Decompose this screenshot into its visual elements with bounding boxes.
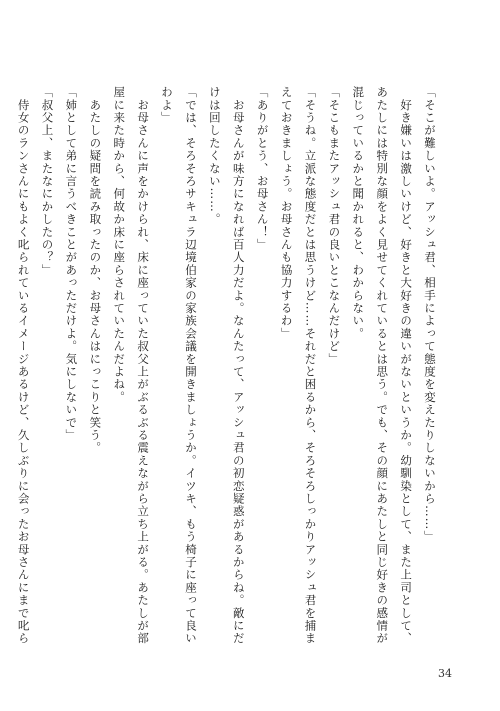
text-line: 侍女のランさんにもよく叱られているイメージあるけど、久しぶりに会ったお母さんにまで叱ら <box>16 86 31 645</box>
text-line: 「ありがとう、お母さん！」 <box>255 86 270 252</box>
body-text <box>16 86 441 646</box>
text-line: お母さんが味方になれば百人力だよ。なんたって、アッシュ君の初恋疑惑があるからね。敵にだ <box>231 86 246 645</box>
text-line: あたしの疑問を読み取ったのか、お母さんはにっこりと笑う。 <box>88 86 103 455</box>
text-line: お母さんに声をかけられ、床に座っていた叔父上がぶるぶる震えながら立ち上がる。あたしが部 <box>136 86 151 645</box>
text-line: 好き嫌いは激しいけど、好きと大好きの違いがないというか。幼馴染として、また上司として、 <box>399 86 414 645</box>
text-line: えておきましょう。お母さんも協力するわ」 <box>279 86 294 340</box>
text-line: 「そこもまたアッシュ君の良いとこなんだけど」 <box>327 86 342 366</box>
text-line: 「姉として弟に言うべきことがあっただけよ。気にしないで」 <box>64 86 79 442</box>
text-line: 「そうね。立派な態度だとは思うけど……それだと困るから、そろそろしっかりアッシュ君を捕ま <box>303 86 318 645</box>
page-number: 34 <box>438 667 452 680</box>
text-line: けは回したくない……。 <box>207 86 222 226</box>
text-line: 「叔父上、またなにかしたの？」 <box>40 86 55 277</box>
text-line: あたしには特別な顔をよく見せてくれているとは思う。でも、その顔にあたしと同じ好きの感情が <box>375 86 390 645</box>
text-line: 混じっているかと聞かれると、わからない。 <box>351 86 366 340</box>
text-line: 「そこが難しいよ。アッシュ君、相手によって態度を変えたりしないから……」 <box>423 86 437 544</box>
text-line: わよ」 <box>160 86 175 125</box>
text-line: 屋に来た時から、何故か床に座らされていたんだよね。 <box>112 86 127 404</box>
text-line: 「では、そろそろサキュラ辺境伯家の家族会議を開きましょうか。イツキ、もう椅子に座って良い <box>183 86 198 645</box>
